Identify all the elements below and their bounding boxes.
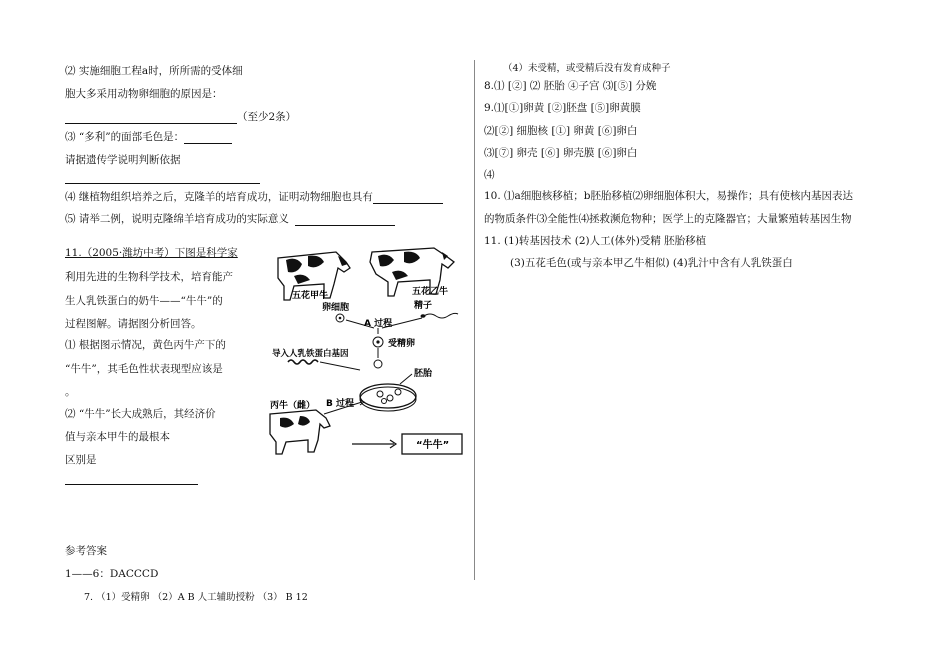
q2-blank-note: （至少2条） [237,111,297,123]
cow-c-label: 丙牛（雌） [270,401,316,411]
process-b-label: B 过程 [326,399,354,409]
q11-line-4: 过程图解。请据图分析回答。 [65,318,202,330]
q11-line-3: 生人乳铁蛋白的奶牛——“牛牛”的 [65,295,223,307]
answer-blank-line [65,183,260,184]
answer-9-1: 9.⑴[①]卵黄 [②]胚盘 [⑤]卵黄膜 [484,102,641,114]
cow-a-label: 五花甲牛 [292,291,329,301]
q2-line2: 胞大多采用动物卵细胞的原因是： [65,88,223,100]
process-a-label: A 过程 [364,319,393,329]
q5-text: ⑸ 请举二例，说明克隆绵羊培育成功的实际意义 [65,213,289,225]
q11-sub2-line2: 值与亲本甲牛的最根本 [65,431,170,443]
answer-9-2: ⑵[②] 细胞核 [①] 卵黄 [⑥]卵白 [484,125,638,137]
answer-blank [295,214,395,226]
q11-sub1-line3: 。 [65,386,76,398]
answer-1-6: 1——6：DACCCD [65,568,159,580]
fertilized-label: 受精卵 [388,339,416,349]
q2-answer-blank [65,110,296,124]
answer-blank [373,192,443,204]
q4-text: ⑷ 继植物组织培养之后，克隆羊的培育成功，证明动物细胞也具有 [65,191,373,203]
q2-line1: ⑵ 实施细胞工程a时，所所需的受体细 [65,65,243,77]
cow-c-drawing [270,410,330,454]
q3-line2: 请据遗传学说明判断依据 [65,154,181,166]
answer-9-3: ⑶[⑦] 卵壳 [⑥] 卵壳膜 [⑥]卵白 [484,147,638,159]
answer-10-line1: 10. ⑴a细胞核移植；b胚胎移植⑵卵细胞体积大，易操作；具有使核内基因表达 [484,190,854,202]
sperm-label: 精子 [414,301,433,311]
q3-line [65,130,232,144]
answer-8: 8.⑴ [②] ⑵ 胚胎 ④子宫 ⑶[⑤] 分娩 [484,80,657,92]
answer-blank [65,112,237,124]
q5-line [65,212,395,226]
cow-b-label: 五花乙牛 [412,287,449,297]
answer-blank [184,132,232,144]
answer-11-line2: (3)五花毛色(或与亲本甲乙牛相似) (4)乳汁中含有人乳铁蛋白 [510,257,793,269]
q11-sub1-line2: “牛牛”，其毛色性状表现型应该是 [65,363,223,375]
sperm-cell [424,313,458,318]
answer-11-line1: 11. (1)转基因技术 (2)人工(体外)受精 胚胎移植 [484,235,707,247]
answer-blank-line [65,484,198,485]
embryo-label: 胚胎 [414,369,433,379]
egg-label: 卵细胞 [322,303,350,313]
answer-10-line2: 的物质条件⑶全能性⑷拯救濒危物种；医学上的克隆器官；大量繁殖转基因生物 [484,213,852,225]
answer-right-1: （4）未受精，或受精后没有发育成种子 [503,63,671,74]
q11-sub1-line1: ⑴ 根据图示情况，黄色丙牛产下的 [65,339,226,351]
q11-line-1: 11.（2005·潍坊中考）下图是科学家 [65,247,238,259]
q3-text: ⑶ “多利”的面部毛色是： [65,131,185,143]
cloning-process-figure [264,238,476,460]
answers-title: 参考答案 [65,545,107,557]
q11-sub2-line3: 区别是 [65,454,97,466]
answer-7: 7. （1）受精卵 （2）A B 人工辅助授粉 （3） B 12 [84,592,308,603]
q11-line-2: 利用先进的生物科学技术，培育能产 [65,271,233,283]
embryo-cell [374,360,382,368]
gene-label: 导入人乳铁蛋白基因 [272,349,349,359]
gene-strand [288,360,318,364]
q11-sub2-line1: ⑵ “牛牛”长大成熟后，其经济价 [65,408,216,420]
answer-9-4: ⑷ [484,169,495,181]
q4-line [65,190,443,204]
column-divider [474,60,475,580]
result-label: “牛牛” [416,440,450,451]
